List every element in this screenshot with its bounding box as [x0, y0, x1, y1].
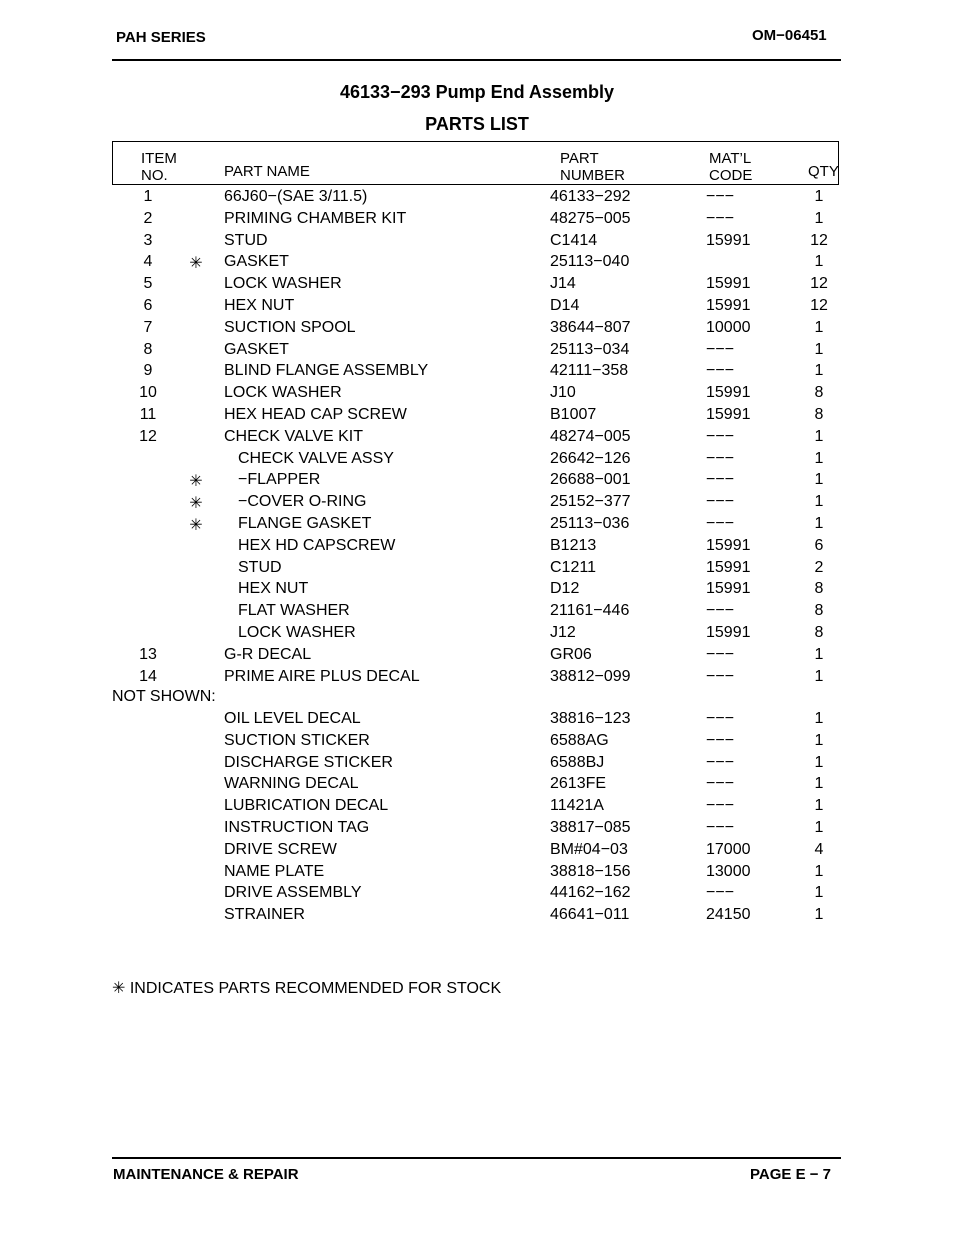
table-row	[0, 406, 954, 428]
part-name: CHECK VALVE KIT	[224, 427, 363, 445]
item-number: 14	[139, 667, 157, 685]
table-row	[0, 624, 954, 646]
table-row	[0, 906, 954, 928]
stock-marker-icon: ✳	[189, 495, 203, 513]
table-row	[0, 841, 954, 863]
quantity: 1	[814, 731, 824, 749]
table-row	[0, 580, 954, 602]
material-code: 17000	[706, 840, 751, 858]
material-code: 15991	[706, 558, 751, 576]
col-item-line2: NO.	[141, 167, 168, 184]
part-name: LUBRICATION DECAL	[224, 797, 389, 815]
material-code: −−−	[706, 645, 735, 663]
quantity: 1	[814, 645, 824, 663]
part-number: 46641−011	[550, 906, 630, 924]
item-number: 5	[143, 275, 153, 293]
part-number: C1414	[550, 231, 598, 249]
table-row	[0, 471, 954, 493]
item-number: 1	[143, 188, 153, 205]
table-row	[0, 537, 954, 559]
part-number: 44162−162	[550, 884, 631, 902]
part-number: D12	[550, 580, 580, 598]
quantity: 1	[814, 710, 824, 727]
section-label: MAINTENANCE & REPAIR	[113, 1166, 299, 1183]
material-code: −−−	[706, 753, 735, 771]
header-rule	[112, 59, 841, 61]
table-row	[0, 493, 954, 515]
part-name: INSTRUCTION TAG	[224, 819, 370, 836]
part-name: −COVER O-RING	[238, 493, 367, 511]
part-name: PRIME AIRE PLUS DECAL	[224, 667, 420, 685]
table-row	[0, 210, 954, 232]
material-code: 13000	[706, 862, 751, 880]
table-row	[0, 275, 954, 297]
quantity: 1	[814, 862, 824, 880]
part-number: 25113−036	[550, 515, 630, 532]
part-number: 42111−358	[550, 362, 629, 380]
part-number: J12	[550, 624, 576, 641]
quantity: 1	[814, 471, 824, 489]
quantity: 12	[810, 231, 828, 249]
part-name: DISCHARGE STICKER	[224, 753, 393, 771]
part-name: BLIND FLANGE ASSEMBLY	[224, 362, 429, 380]
material-code: −−−	[706, 667, 735, 685]
material-code: −−−	[706, 493, 735, 511]
part-name: HEX NUT	[238, 580, 309, 598]
part-number: 6588AG	[550, 731, 609, 749]
table-row	[0, 602, 954, 624]
footer-rule	[112, 1157, 841, 1159]
part-number: 11421A	[550, 797, 604, 815]
quantity: 1	[814, 188, 824, 205]
quantity: 1	[814, 775, 824, 793]
part-number: 46133−292	[550, 188, 631, 205]
material-code: −−−	[706, 340, 735, 358]
material-code: 15991	[706, 580, 751, 598]
table-row	[0, 450, 954, 472]
part-name: HEX NUT	[224, 297, 295, 314]
material-code: 10000	[706, 318, 751, 336]
part-number: 6588BJ	[550, 753, 605, 771]
part-number: J14	[550, 275, 576, 293]
part-name: GASKET	[224, 253, 289, 271]
material-code: 15991	[706, 536, 751, 554]
item-number: 2	[143, 209, 153, 227]
item-number: 13	[139, 645, 157, 663]
quantity: 1	[814, 819, 824, 836]
material-code: −−−	[706, 427, 735, 445]
material-code: −−−	[706, 515, 735, 532]
material-code: −−−	[706, 775, 735, 793]
material-code: −−−	[706, 471, 735, 489]
quantity: 1	[814, 515, 824, 532]
table-row	[0, 188, 954, 210]
table-row	[0, 253, 954, 275]
table-row	[0, 515, 954, 537]
part-name: HEX HD CAPSCREW	[238, 536, 396, 554]
part-number: 38816−123	[550, 710, 631, 727]
material-code: 15991	[706, 624, 751, 641]
quantity: 1	[814, 209, 824, 227]
part-name: WARNING DECAL	[224, 775, 359, 793]
part-number: 38644−807	[550, 318, 631, 336]
table-row	[0, 428, 954, 450]
quantity: 1	[814, 318, 824, 336]
stock-marker-icon: ✳	[189, 517, 203, 534]
part-name: HEX HEAD CAP SCREW	[224, 406, 407, 423]
material-code: −−−	[706, 819, 735, 836]
quantity: 1	[814, 797, 824, 815]
col-item-line1: ITEM	[141, 150, 177, 167]
col-part-name: PART NAME	[224, 163, 310, 180]
material-code: 15991	[706, 297, 751, 314]
material-code: −−−	[706, 884, 735, 902]
material-code: −−−	[706, 731, 735, 749]
series-label: PAH SERIES	[116, 29, 206, 46]
item-number: 11	[139, 406, 157, 423]
col-qty: QTY	[808, 163, 839, 180]
quantity: 1	[814, 253, 824, 271]
part-name: PRIMING CHAMBER KIT	[224, 209, 407, 227]
part-name: GASKET	[224, 340, 289, 358]
item-number: 3	[143, 231, 153, 249]
material-code: 15991	[706, 231, 751, 249]
col-matl-line1: MAT’L	[709, 150, 752, 167]
item-number: 8	[143, 340, 153, 358]
assembly-title: 46133−293 Pump End Assembly	[340, 82, 614, 102]
quantity: 1	[814, 667, 824, 685]
col-matl-line2: CODE	[709, 167, 753, 184]
part-name: LOCK WASHER	[238, 624, 356, 641]
part-name: STUD	[224, 231, 268, 249]
part-number: B1213	[550, 536, 597, 554]
quantity: 12	[810, 297, 828, 314]
part-name: 66J60−(SAE 3/11.5)	[224, 188, 368, 205]
table-row	[0, 668, 954, 690]
table-row	[0, 863, 954, 885]
part-number: 21161−446	[550, 602, 630, 620]
quantity: 1	[814, 493, 824, 511]
part-number: D14	[550, 297, 580, 314]
quantity: 12	[810, 275, 828, 293]
part-number: 38818−156	[550, 862, 631, 880]
table-row	[0, 319, 954, 341]
part-number: GR06	[550, 645, 592, 663]
part-name: G-R DECAL	[224, 645, 312, 663]
part-number: 48275−005	[550, 209, 631, 227]
material-code: −−−	[706, 362, 735, 380]
part-number: 25152−377	[550, 493, 631, 511]
table-row	[0, 710, 954, 732]
stock-marker-icon: ✳	[189, 255, 203, 273]
quantity: 1	[814, 427, 824, 445]
part-name: OIL LEVEL DECAL	[224, 710, 361, 727]
part-number: 48274−005	[550, 427, 631, 445]
part-number: C1211	[550, 558, 596, 576]
table-row	[0, 884, 954, 906]
part-number: 38817−085	[550, 819, 631, 836]
col-part-line2: NUMBER	[560, 167, 626, 184]
quantity: 1	[814, 362, 824, 380]
page-number: PAGE E − 7	[750, 1166, 832, 1183]
part-name: −FLAPPER	[238, 471, 321, 489]
quantity: 1	[814, 340, 824, 358]
quantity: 1	[814, 753, 824, 771]
quantity: 4	[814, 840, 824, 858]
material-code: 15991	[706, 406, 751, 423]
part-name: STUD	[238, 558, 282, 576]
quantity: 1	[814, 906, 824, 924]
table-row	[0, 341, 954, 363]
part-number: 26688−001	[550, 471, 631, 489]
part-name: CHECK VALVE ASSY	[238, 449, 394, 467]
item-number: 7	[143, 318, 153, 336]
part-number: 25113−034	[550, 340, 630, 358]
material-code: −−−	[706, 209, 735, 227]
part-name: STRAINER	[224, 906, 305, 924]
part-number: 26642−126	[550, 449, 631, 467]
document-number: OM−06451	[752, 27, 827, 44]
item-number: 6	[143, 297, 153, 314]
item-number: 10	[139, 384, 157, 402]
part-number: 38812−099	[550, 667, 631, 685]
stock-footnote: ✳ INDICATES PARTS RECOMMENDED FOR STOCK	[112, 980, 502, 997]
material-code: −−−	[706, 449, 735, 467]
table-row	[0, 754, 954, 776]
part-name: DRIVE SCREW	[224, 840, 337, 858]
not-shown-label: NOT SHOWN:	[112, 688, 216, 705]
part-number: 25113−040	[550, 253, 630, 271]
table-row	[0, 646, 954, 668]
part-name: DRIVE ASSEMBLY	[224, 884, 362, 902]
item-number: 4	[143, 253, 153, 271]
part-name: SUCTION STICKER	[224, 731, 370, 749]
part-name: LOCK WASHER	[224, 384, 342, 402]
quantity: 8	[814, 624, 824, 641]
table-row	[0, 362, 954, 384]
material-code: 15991	[706, 275, 751, 293]
table-row	[0, 559, 954, 581]
quantity: 8	[814, 384, 824, 402]
quantity: 6	[814, 536, 824, 554]
quantity: 8	[814, 580, 824, 598]
stock-marker-icon: ✳	[189, 473, 203, 491]
material-code: −−−	[706, 710, 735, 727]
quantity: 1	[814, 884, 824, 902]
part-name: FLAT WASHER	[238, 602, 350, 620]
material-code: 15991	[706, 384, 751, 402]
material-code: −−−	[706, 188, 735, 205]
part-number: 2613FE	[550, 775, 607, 793]
table-row	[0, 384, 954, 406]
material-code: 24150	[706, 906, 751, 924]
part-name: LOCK WASHER	[224, 275, 342, 293]
parts-list-heading: PARTS LIST	[425, 114, 529, 134]
table-row	[0, 775, 954, 797]
part-number: B1007	[550, 406, 597, 423]
part-number: BM#04−03	[550, 840, 628, 858]
quantity: 1	[814, 449, 824, 467]
item-number: 9	[143, 362, 153, 380]
quantity: 2	[814, 558, 824, 576]
quantity: 8	[814, 406, 824, 423]
quantity: 8	[814, 602, 824, 620]
material-code: −−−	[706, 797, 735, 815]
part-name: NAME PLATE	[224, 862, 325, 880]
col-part-line1: PART	[560, 150, 599, 167]
part-name: SUCTION SPOOL	[224, 318, 356, 336]
table-row	[0, 732, 954, 754]
item-number: 12	[139, 427, 157, 445]
part-name: FLANGE GASKET	[238, 515, 372, 532]
table-row	[0, 797, 954, 819]
table-row	[0, 297, 954, 319]
table-row	[0, 232, 954, 254]
material-code: −−−	[706, 602, 735, 620]
table-row	[0, 819, 954, 841]
part-number: J10	[550, 384, 576, 402]
